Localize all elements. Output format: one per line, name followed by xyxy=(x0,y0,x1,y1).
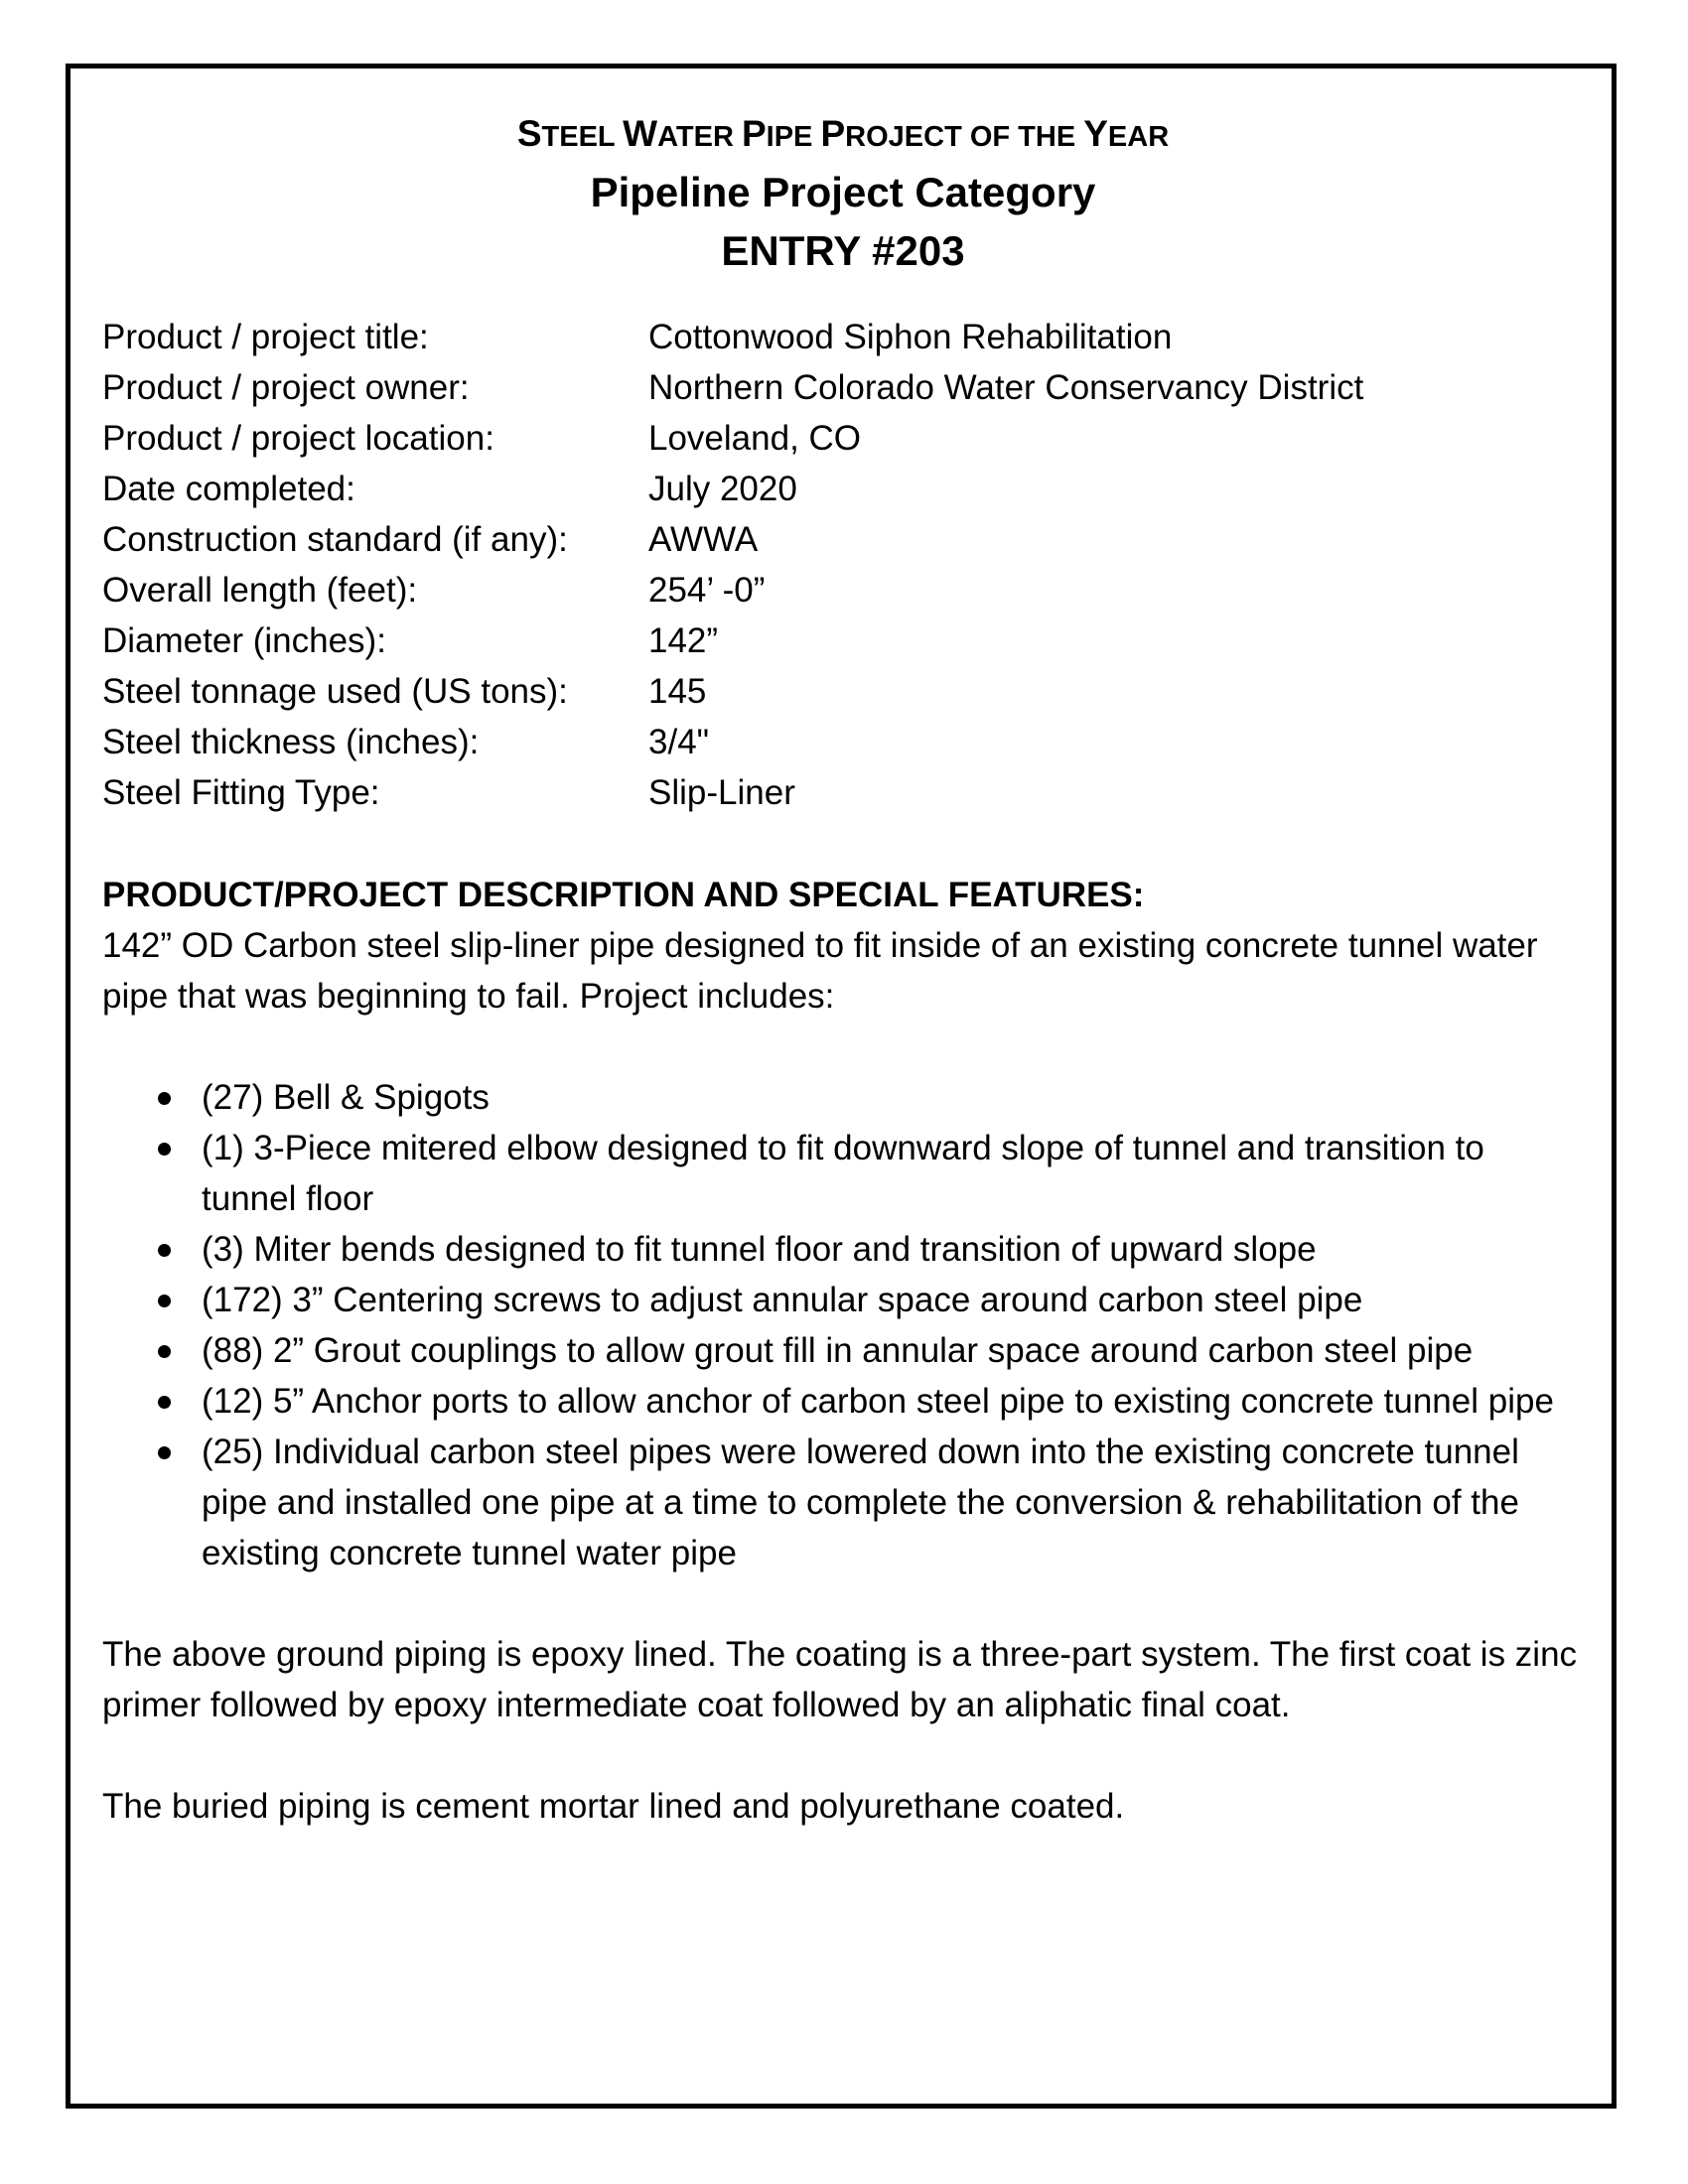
field-value: July 2020 xyxy=(648,470,797,508)
project-fields xyxy=(102,312,1584,818)
title-word: YEAR xyxy=(1083,113,1170,154)
list-item xyxy=(102,1275,1584,1325)
field-label: Steel tonnage used (US tons): xyxy=(102,672,568,711)
field-label: Steel Fitting Type: xyxy=(102,773,380,812)
field-row xyxy=(102,312,1584,362)
field-label: Product / project owner: xyxy=(102,368,470,407)
field-value: 3/4" xyxy=(648,723,710,761)
field-row xyxy=(102,565,1584,615)
list-item xyxy=(102,1325,1584,1376)
field-value: Northern Colorado Water Conservancy District xyxy=(648,368,1364,407)
list-item xyxy=(102,1123,1584,1224)
field-label: Product / project location: xyxy=(102,419,494,458)
list-item xyxy=(102,1427,1584,1578)
field-label: Product / project title: xyxy=(102,318,429,356)
field-value: AWWA xyxy=(648,520,759,559)
title-word: PROJECT OF THE xyxy=(820,113,1084,154)
bullet-icon xyxy=(158,1446,171,1459)
list-item-text: (172) 3” Centering screws to adjust annular space around carbon steel pipe xyxy=(202,1281,1363,1319)
list-item-text: (3) Miter bends designed to fit tunnel floor and transition of upward slope xyxy=(202,1230,1317,1269)
document-content xyxy=(102,108,1584,1832)
list-item-text: (25) Individual carbon steel pipes were lowered down into the existing concrete tunnel pipe and installed one pipe at a time to complete the conversion & rehabilitation of the existing concrete tunnel water pipe xyxy=(202,1433,1519,1572)
field-label: Diameter (inches): xyxy=(102,621,386,660)
field-value: Cottonwood Siphon Rehabilitation xyxy=(648,318,1173,356)
list-item xyxy=(102,1072,1584,1123)
list-item xyxy=(102,1224,1584,1275)
field-row xyxy=(102,514,1584,565)
field-value: Slip-Liner xyxy=(648,773,795,812)
list-item xyxy=(102,1376,1584,1427)
field-label: Date completed: xyxy=(102,470,355,508)
bullet-icon xyxy=(158,1396,171,1409)
award-title xyxy=(102,108,1584,163)
field-label: Construction standard (if any): xyxy=(102,520,568,559)
list-item-text: (27) Bell & Spigots xyxy=(202,1078,490,1117)
list-item-text: (88) 2” Grout couplings to allow grout fill in annular space around carbon steel pipe xyxy=(202,1331,1474,1370)
field-row xyxy=(102,464,1584,514)
title-word: STEEL xyxy=(516,113,624,154)
field-value: 142” xyxy=(648,621,719,660)
bullet-icon xyxy=(158,1143,171,1156)
coating-paragraph: The above ground piping is epoxy lined. The coating is a three-part system. The first coat is zinc primer followed by epoxy intermediate coat followed by an aliphatic final coat. xyxy=(102,1635,1578,1724)
field-row xyxy=(102,717,1584,767)
description-heading: PRODUCT/PROJECT DESCRIPTION AND SPECIAL FEATURES: xyxy=(102,876,1145,914)
field-label: Steel thickness (inches): xyxy=(102,723,480,761)
list-item-text: (12) 5” Anchor ports to allow anchor of carbon steel pipe to existing concrete tunnel pipe xyxy=(202,1382,1554,1421)
field-row xyxy=(102,666,1584,717)
title-word: WATER xyxy=(623,113,742,154)
bullet-icon xyxy=(158,1345,171,1358)
document-header xyxy=(102,108,1584,280)
list-item-text: (1) 3-Piece mitered elbow designed to fit downward slope of tunnel and transition to tunnel floor xyxy=(202,1129,1484,1218)
field-value: 254’ -0” xyxy=(648,571,766,610)
field-row xyxy=(102,362,1584,413)
field-label: Overall length (feet): xyxy=(102,571,418,610)
features-list xyxy=(102,1072,1584,1578)
bullet-icon xyxy=(158,1295,171,1307)
bullet-icon xyxy=(158,1244,171,1257)
field-value: Loveland, CO xyxy=(648,419,862,458)
title-word: PIPE xyxy=(741,113,821,154)
page-border xyxy=(66,64,1617,2109)
field-row xyxy=(102,767,1584,818)
description-intro: 142” OD Carbon steel slip-liner pipe designed to fit inside of an existing concrete tunnel water pipe that was beginning to fail. Project includes: xyxy=(102,926,1538,1016)
field-value: 145 xyxy=(648,672,707,711)
field-row xyxy=(102,615,1584,666)
entry-number: ENTRY #203 xyxy=(721,227,965,274)
bullet-icon xyxy=(158,1092,171,1105)
field-row xyxy=(102,413,1584,464)
category-title: Pipeline Project Category xyxy=(590,169,1096,215)
buried-piping-paragraph: The buried piping is cement mortar lined and polyurethane coated. xyxy=(102,1787,1125,1826)
